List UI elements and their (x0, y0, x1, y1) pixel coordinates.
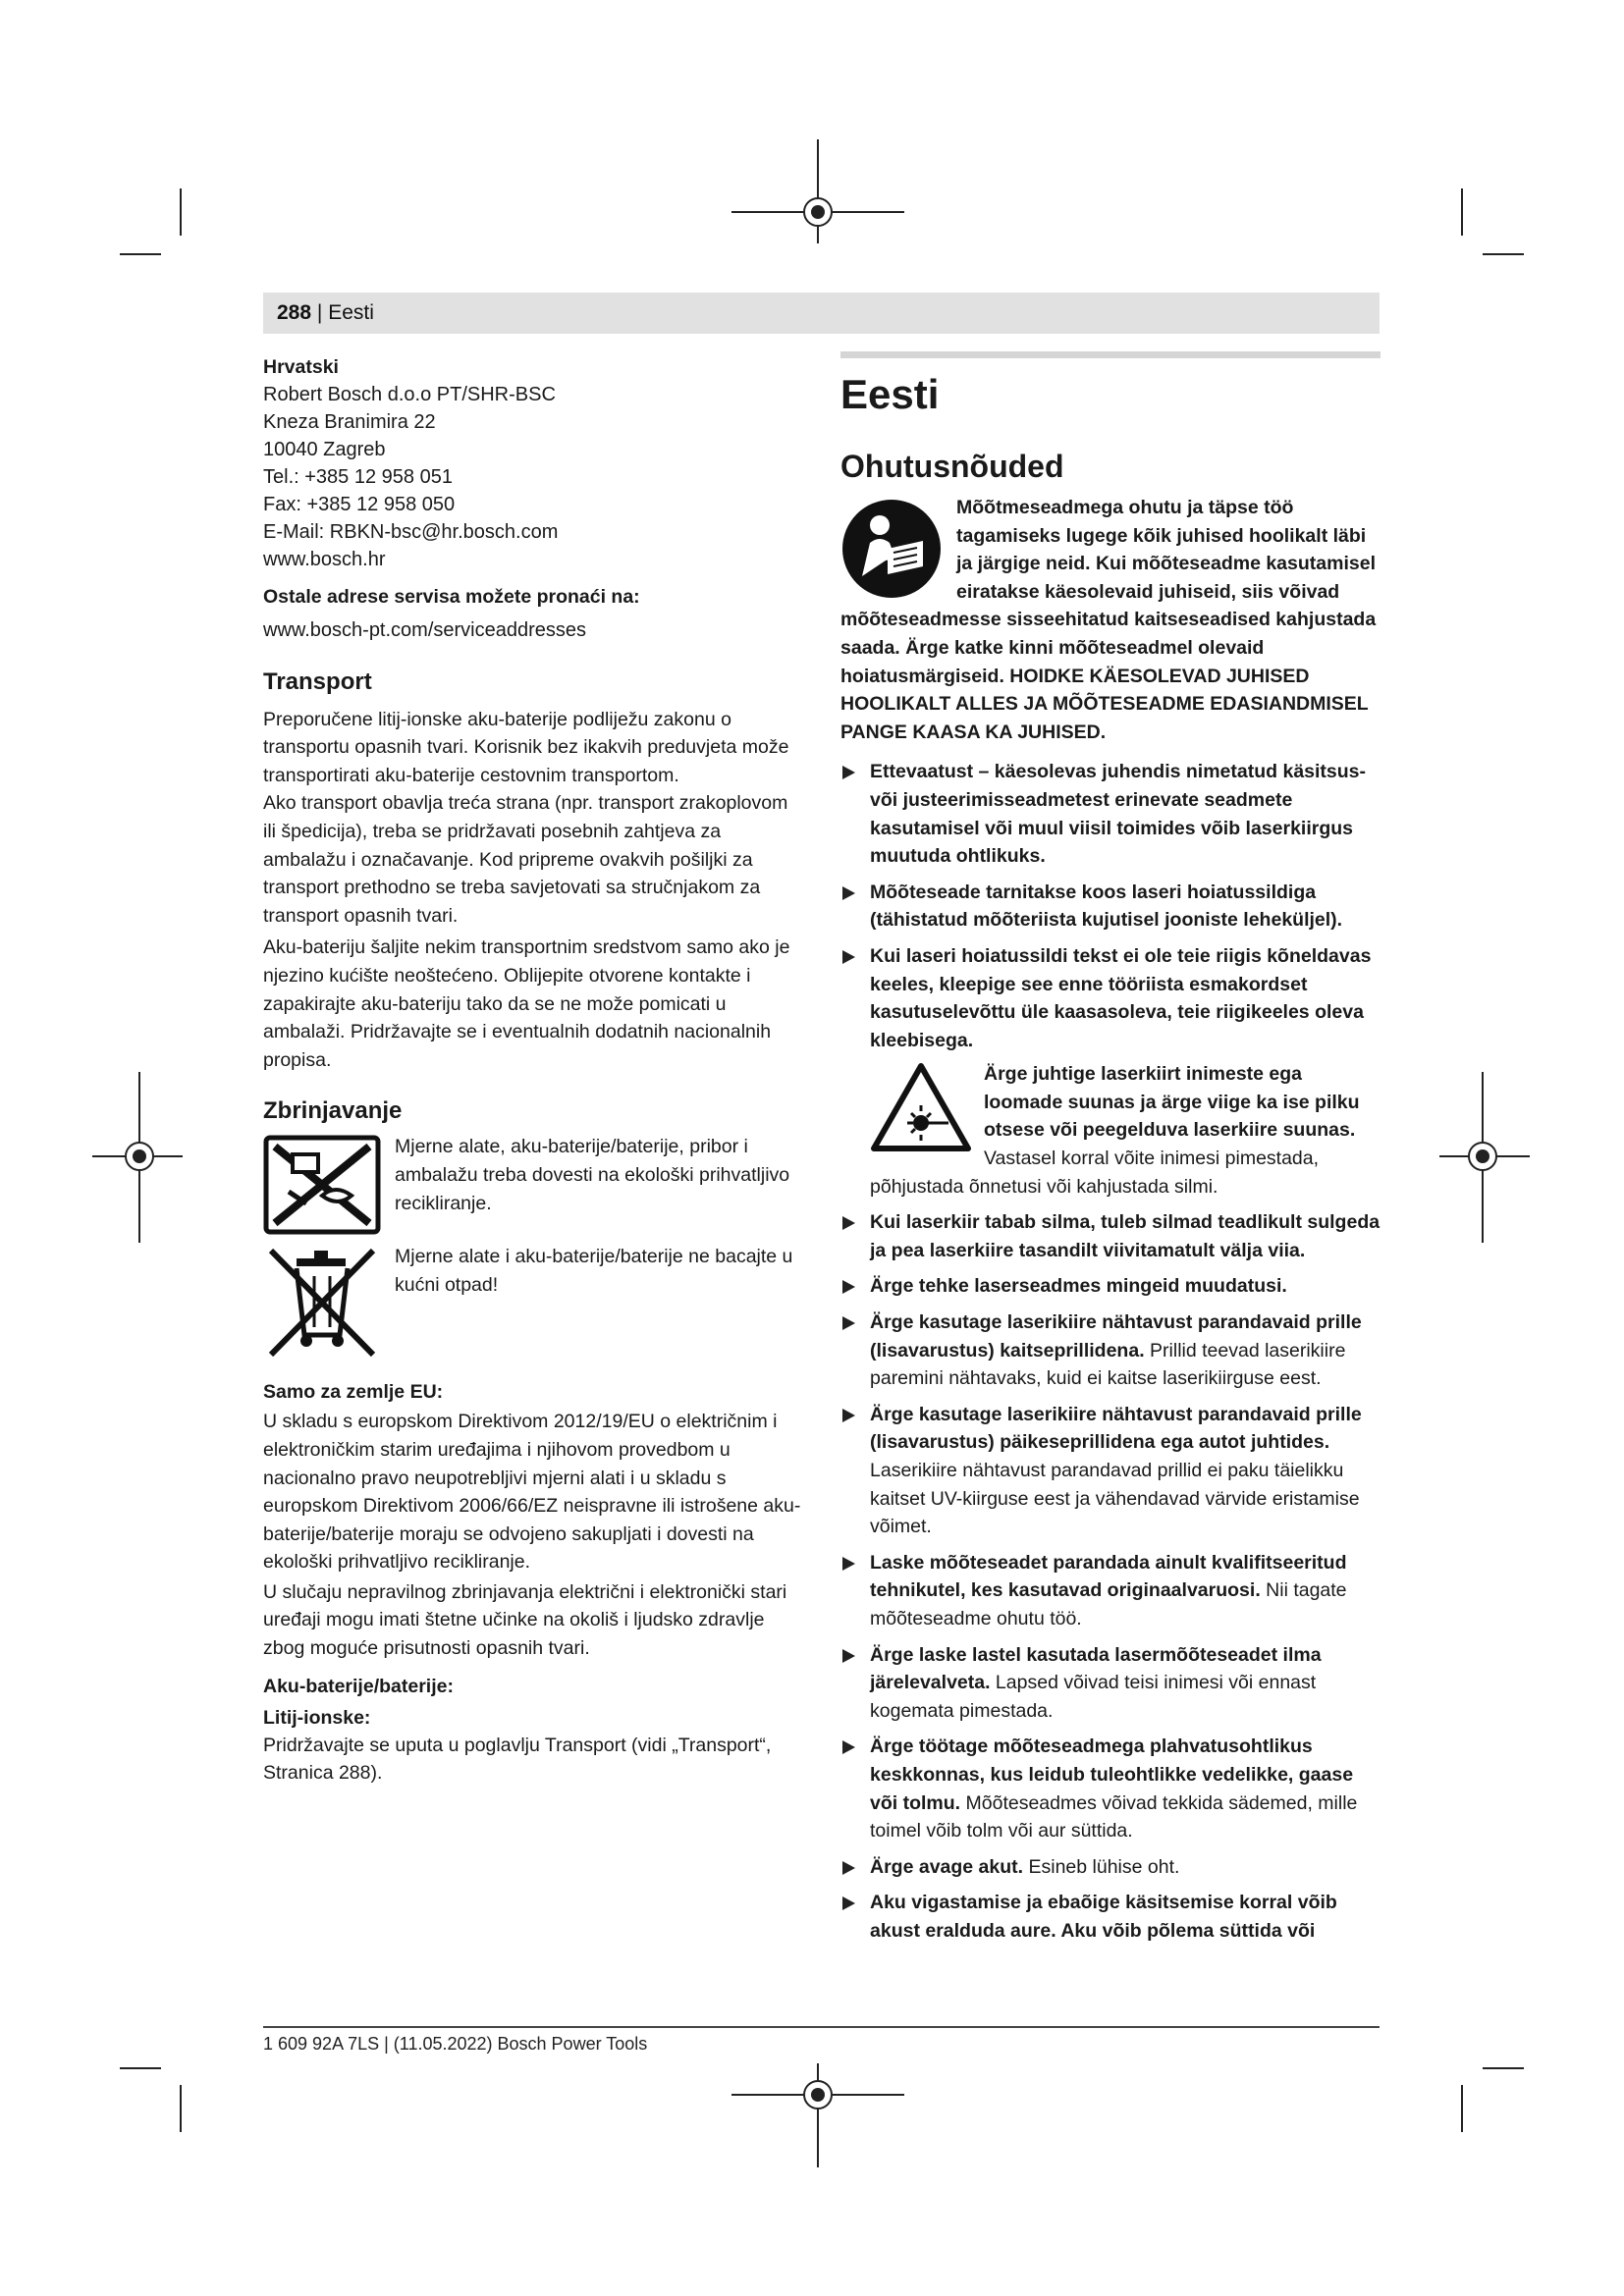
safety-item: Kui laserkiir tabab silma, tuleb silmad teadlikult sulgeda ja pea laserkiire tasandilt viivitamatult välja viia. (840, 1208, 1380, 1264)
safety-item: Ärge kasutage laserikiire nähtavust parandavaid prille (lisavarustus) kaitseprillidena. Prillid teevad laserikiire paremini nähtavaks, kuid ei kaitse laserikiirguse eest. (840, 1308, 1380, 1393)
transport-title: Transport (263, 667, 372, 695)
laser-warning-text: Ärge juhtige laserkiirt inimeste ega loomade suunas ja ärge viige ka ise pilku otsese või peegelduva laserkiire suunas. Vastasel korral võite inimesi pimestada, põhjustada õnnetusi või kahjustada silmi. (870, 1063, 1360, 1198)
bullet-arrow-icon (842, 1649, 855, 1663)
address-line: Kneza Branimira 22 (263, 411, 436, 433)
eu-paragraph-2: U slučaju nepravilnog zbrinjavanja električni i elektronički stari uređaji mogu imati štetne učinke na okoliš i ljudsko zdravlje zbog moguće prisutnosti opasnih tvari. (263, 1580, 787, 1660)
safety-list (840, 758, 1380, 1945)
safety-item: Laske mõõteseadet parandada ainult kvalifitseeritud tehnikutel, kes kasutavad originaalvaruosi. Nii tagate mõõteseadme ohutu töö. (840, 1549, 1380, 1633)
eu-paragraph-1: U skladu s europskom Direktivom 2012/19/EU o električnim i elektroničkim starim uređajima i njihovom provedbom u nacionalno pravo neupotrebljivi mjerni alati i u skladu s europskom Direktivom 2006/66/EZ neispravne ili istrošene aku-baterije/baterije moraju se odvojeno sakupljati i dovesti na ekološki prihvatljivo recikliranje. (263, 1411, 801, 1574)
bullet-arrow-icon (842, 886, 855, 900)
transport-paragraph-1: Preporučene litij-ionske aku-baterije podliježu zakonu o transportu opasnih tvari. Korisnik bez ikakvih preduvjeta može transportirati aku-baterije cestovnim transportom. (263, 708, 789, 786)
address-line: 10040 Zagreb (263, 439, 386, 460)
page-header (263, 293, 1380, 334)
bullet-arrow-icon (842, 1280, 855, 1294)
title-rule (840, 351, 1380, 358)
intro-block (840, 494, 1380, 746)
other-addresses-heading: Ostale adrese servisa možete pronaći na: (263, 586, 640, 608)
bullet-arrow-icon (842, 1557, 855, 1571)
bullet-arrow-icon (842, 1316, 855, 1330)
recycling-icon (263, 1135, 381, 1235)
bullet-arrow-icon (842, 1740, 855, 1754)
registration-mark-top (731, 137, 908, 245)
section-title: Eesti (840, 371, 940, 417)
bullet-arrow-icon (842, 766, 855, 779)
page-footer: 1 609 92A 7LS | (11.05.2022) Bosch Power Tools (263, 2034, 648, 2054)
address-line: Robert Bosch d.o.o PT/SHR-BSC (263, 384, 556, 405)
bullet-arrow-icon (842, 1896, 855, 1910)
safety-item: Ärge kasutage laserikiire nähtavust parandavaid prille (lisavarustus) päikeseprillidena ega autot juhtides. Laserikiire nähtavust parandavad prillid ei paku täielikku kaitset UV-kiirguse eest ja vähendavad värvide eristamise võimet. (840, 1401, 1380, 1541)
safety-item: Ärge töötage mõõteseadmega plahvatusohtlikus keskkonnas, kus leidub tuleohtlikke vedelikke, gaase või tolmu. Mõõteseadmes võivad tekkida sädemed, mille toimel võib tolm või aur süttida. (840, 1733, 1380, 1844)
safety-title: Ohutusnõuded (840, 449, 1064, 484)
liion-text: Pridržavajte se uputa u poglavlju Transport (vidi „Transport“, Stranica 288). (263, 1734, 772, 1785)
safety-item: Kui laseri hoiatussildi tekst ei ole teie riigis kõneldavas keeles, kleepige see enne tööriista esmakordset kasutuselevõttu üle kaasasoleva, teie riigikeeles oleva kleebisega. (840, 942, 1380, 1054)
registration-mark-bottom (731, 2061, 908, 2169)
country-heading: Hrvatski (263, 356, 339, 378)
read-manual-icon (840, 498, 943, 600)
left-column (263, 353, 801, 1788)
waste-bin-row (263, 1245, 801, 1361)
bullet-arrow-icon (842, 950, 855, 964)
laser-warning-block (840, 1060, 1380, 1201)
crossed-bin-icon (263, 1245, 381, 1361)
footer-rule (263, 2026, 1380, 2028)
address-line: Tel.: +385 12 958 051 (263, 466, 453, 488)
transport-paragraph-3: Aku-bateriju šaljite nekim transportnim sredstvom samo ako je njezino kućište neoštećeno. Oblijepite otvorene kontakte i zapakirajte aku-bateriju tako da se ne može pomicati u ambalaži. Pridržavajte se i eventualnih dodatnih nacionalnih propisa. (263, 936, 790, 1071)
bullet-arrow-icon (842, 1216, 855, 1230)
laser-warning-icon (870, 1062, 972, 1152)
safety-item: Ärge tehke laserseadmes mingeid muudatusi. (840, 1272, 1380, 1301)
service-addresses-link: www.bosch-pt.com/serviceaddresses (263, 619, 587, 641)
battery-heading: Aku-baterije/baterije: (263, 1675, 454, 1697)
safety-item: Mõõteseade tarnitakse koos laseri hoiatussildiga (tähistatud mõõteriista kujutisel jooniste leheküljel). (840, 879, 1380, 934)
bullet-arrow-icon (842, 1409, 855, 1422)
website-link: www.bosch.hr (263, 549, 386, 570)
header-separator: | (316, 301, 329, 324)
email-address: E-Mail: RBKN-bsc@hr.bosch.com (263, 521, 559, 543)
right-column (840, 351, 1380, 1946)
address-block (263, 381, 801, 573)
bullet-arrow-icon (842, 1861, 855, 1875)
safety-item: Aku vigastamise ja ebaõige käsitsemise korral võib akust eralduda aure. Aku võib põlema süttida või (840, 1889, 1380, 1945)
page-number: 288 (277, 301, 312, 324)
address-line: Fax: +385 12 958 050 (263, 494, 456, 515)
safety-intro: Mõõtmeseadmega ohutu ja täpse töö tagamiseks lugege kõik juhised hoolikalt läbi ja järgige neid. Kui mõõteseadme kasutamisel eiratakse käesolevaid juhiseid, siis võivad mõõteseadmesse sisseehitatud kaitseseadised kahjustada saada. Ärge katke kinni mõõteseadmel olevaid hoiatusmärgiseid. HOIDKE KÄESOLEVAD JUHISED HOOLIKALT ALLES JA MÕÕTESEADME EDASIANDMISEL PANGE KAASA KA JUHISED. (840, 497, 1377, 743)
recycle-row (263, 1135, 801, 1235)
disposal-title: Zbrinjavanje (263, 1097, 403, 1125)
eu-heading: Samo za zemlje EU: (263, 1381, 444, 1404)
header-section: Eesti (328, 301, 374, 324)
transport-paragraph-2: Ako transport obavlja treća strana (npr. transport zrakoplovom ili špedicija), treba se pridržavati posebnih zahtjeva za ambalažu i označavanje. Kod pripreme ovakvih pošiljki za transport prethodno se treba savjetovati sa stručnjakom za transport opasnih tvari. (263, 792, 788, 927)
disposal-text-2: Mjerne alate i aku-baterije/baterije ne bacajte u kućni otpad! (395, 1246, 793, 1296)
registration-mark-right (1435, 1070, 1534, 1247)
safety-item: Ärge laske lastel kasutada lasermõõteseadet ilma järelevalveta. Lapsed võivad teisi inimesi või ennast kogemata pimestada. (840, 1641, 1380, 1726)
disposal-text-1: Mjerne alate, aku-baterije/baterije, pribor i ambalažu treba dovesti na ekološki prihvatljivo recikliranje. (395, 1136, 790, 1214)
liion-heading: Litij-ionske: (263, 1706, 371, 1729)
safety-item: Ettevaatust – käesolevas juhendis nimetatud käsitsus- või justeerimisseadmetest erinevate seadmete kasutamisel või muul viisil toimides võib laserkiirgus muutuda ohtlikuks. (840, 758, 1380, 870)
safety-item: Ärge avage akut. Esineb lühise oht. (840, 1853, 1380, 1882)
registration-mark-left (88, 1070, 187, 1247)
